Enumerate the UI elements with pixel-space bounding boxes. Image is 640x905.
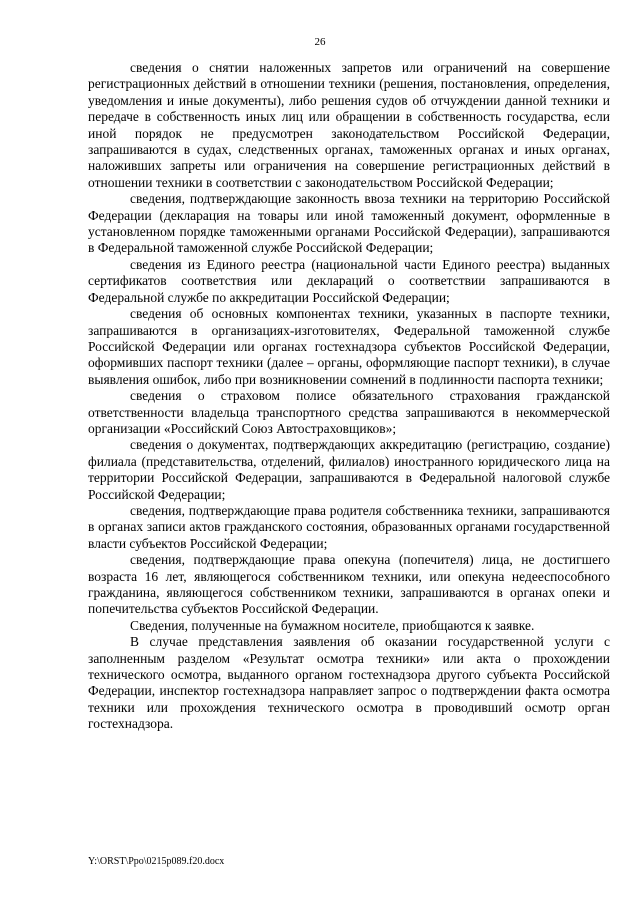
paragraph: сведения, подтверждающие права опекуна (попечителя) лица, не достигшего возраста 16 лет, являющегося собственником техники, или опекуна недееспособного гражданина, являющегося собственником техники, запрашиваются в органах опеки и попечительства субъектов Российской Федерации. xyxy=(88,552,610,617)
page-number: 26 xyxy=(314,36,326,48)
paragraph: сведения о страховом полисе обязательного страхования гражданской ответственности владельца транспортного средства запрашиваются в некоммерческой организации «Российский Союз Автостраховщиков»; xyxy=(88,388,610,436)
paragraph: В случае представления заявления об оказании государственной услуги с заполненным разделом «Результат осмотра техники» или акта о прохождении технического осмотра, выданного органом гостехнадзора другого субъекта Российской Федерации, инспектор гостехнадзора направляет запрос о подтверждении факта осмотра техники или прохождения технического осмотра в проводивший осмотр орган гостехнадзора. xyxy=(88,634,610,732)
paragraph: сведения об основных компонентах техники, указанных в паспорте техники, запрашиваются в организациях-изготовителях, Федеральной таможенной службе Российской Федерации или органах гостехнадзора субъектов Российской Федерации, оформивших паспорт техники (далее – органы, оформляющие паспорт техники), в случае выявления ошибок, либо при возникновении сомнений в подлинности паспорта техники; xyxy=(88,306,610,387)
file-path-footer: Y:\ORST\Ppo\0215p089.f20.docx xyxy=(88,856,225,867)
document-body xyxy=(88,60,610,733)
paragraph: сведения, подтверждающие права родителя собственника техники, запрашиваются в органах записи актов гражданского состояния, образованных органами государственной власти субъектов Российской Федерации; xyxy=(88,502,610,551)
paragraph: сведения из Единого реестра (национальной части Единого реестра) выданных сертификатов соответствия или деклараций о соответствии запрашиваются в Федеральной службе по аккредитации Российской Федерации; xyxy=(88,256,610,305)
paragraph: сведения, подтверждающие законность ввоза техники на территорию Российской Федерации (декларация на товары или иной таможенный документ, оформленные в установленном порядке таможенными органами Российской Федерации), запрашиваются в Федеральной таможенной службе Российской Федерации; xyxy=(88,191,610,256)
paragraph: Сведения, полученные на бумажном носителе, приобщаются к заявке. xyxy=(130,617,535,633)
paragraph: сведения о снятии наложенных запретов или ограничений на совершение регистрационных действий в отношении техники (решения, постановления, определения, уведомления и иные документы), либо решения судов об отчуждении данной техники и передаче в собственность иных лиц или обращении в собственность государства, если иной порядок не предусмотрен законодательством Российской Федерации, запрашиваются в судах, следственных органах, таможенных органах и иных органах, наложивших запреты или ограничения на совершение регистрационных действий в отношении техники в соответствии с законодательством Российской Федерации; xyxy=(88,60,610,190)
paragraph: сведения о документах, подтверждающих аккредитацию (регистрацию, создание) филиала (представительства, отделений, филиалов) иностранного юридического лица на территории Российской Федерации, запрашиваются в Федеральной налоговой службе Российской Федерации; xyxy=(88,437,610,502)
